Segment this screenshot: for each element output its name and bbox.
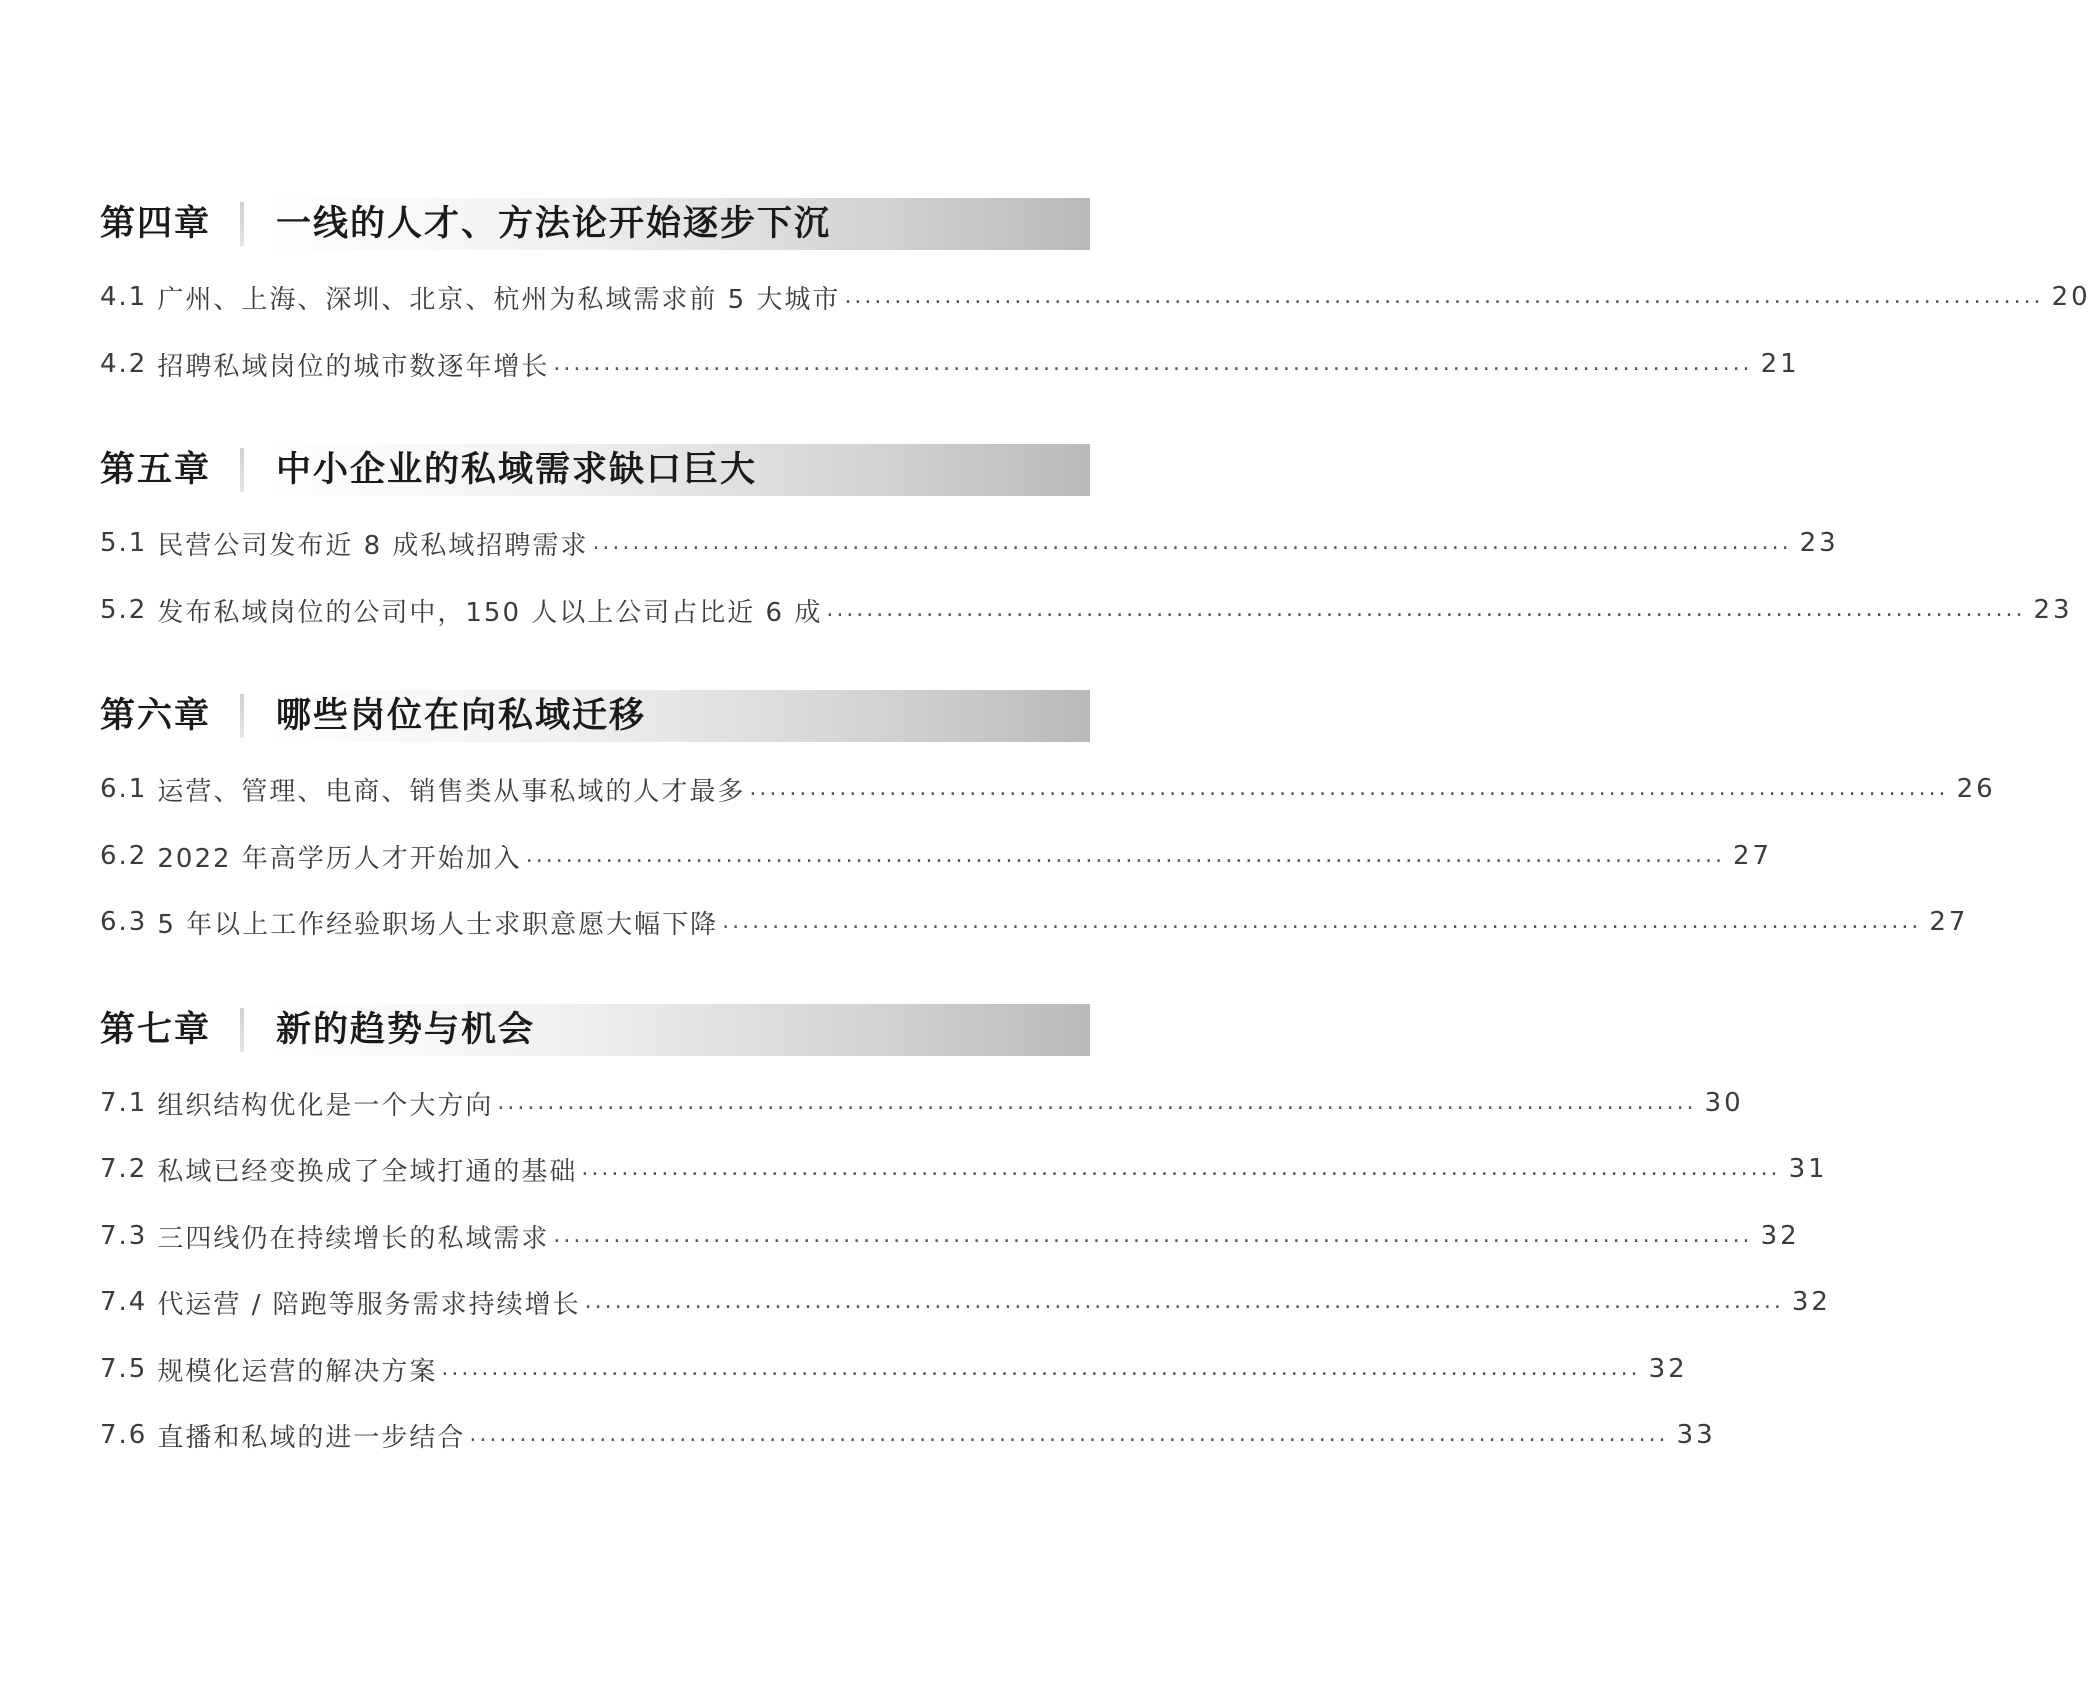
entry-title: 广州、上海、深圳、北京、杭州为私域需求前 5 大城市 bbox=[157, 284, 841, 315]
entry-page: 27 bbox=[1732, 841, 1773, 871]
toc-entry-7-3[interactable] bbox=[100, 1216, 1800, 1256]
entry-title: 直播和私域的进一步结合 bbox=[157, 1422, 466, 1453]
entry-page: 32 bbox=[1648, 1354, 1688, 1384]
entry-title: 私域已经变换成了全域打通的基础 bbox=[157, 1156, 578, 1187]
entry-page: 23 bbox=[1799, 528, 1839, 558]
entry-page: 33 bbox=[1676, 1420, 1716, 1450]
dot-leader: ........................................................................................................................ bbox=[592, 530, 1792, 555]
chapter-title: 中小企业的私域需求缺口巨大 bbox=[276, 450, 758, 490]
entry-number: 5.2 bbox=[100, 595, 148, 625]
dot-leader: ........................................................................................................................ bbox=[525, 843, 1725, 868]
entry-title: 5 年以上工作经验职场人士求职意愿大幅下降 bbox=[157, 909, 719, 940]
chapter-7-header bbox=[100, 1004, 1090, 1056]
entry-number: 7.6 bbox=[100, 1420, 148, 1450]
toc-entry-5-2[interactable] bbox=[100, 590, 2073, 630]
entry-title: 发布私域岗位的公司中，150 人以上公司占比近 6 成 bbox=[157, 597, 823, 628]
entry-number: 7.5 bbox=[100, 1354, 148, 1384]
entry-page: 30 bbox=[1704, 1088, 1744, 1118]
entry-number: 6.1 bbox=[100, 774, 148, 804]
entry-number: 7.2 bbox=[100, 1154, 148, 1184]
entry-title: 代运营 / 陪跑等服务需求持续增长 bbox=[157, 1289, 581, 1320]
chapter-label: 第四章 bbox=[100, 204, 212, 244]
toc-entry-7-5[interactable] bbox=[100, 1349, 1688, 1389]
chapter-5-header bbox=[100, 444, 1090, 496]
chapter-label: 第六章 bbox=[100, 696, 212, 736]
chapter-label: 第五章 bbox=[100, 450, 212, 490]
dot-leader: ........................................................................................................................ bbox=[469, 1422, 1669, 1447]
entry-title: 规模化运营的解决方案 bbox=[157, 1356, 438, 1387]
entry-number: 6.2 bbox=[100, 841, 148, 871]
dot-leader: ........................................................................................................................ bbox=[584, 1289, 1784, 1314]
chapter-separator bbox=[240, 202, 244, 246]
chapter-separator bbox=[240, 694, 244, 738]
dot-leader: ........................................................................................................................ bbox=[441, 1356, 1641, 1381]
toc-entry-6-3[interactable] bbox=[100, 902, 1969, 942]
entry-number: 6.3 bbox=[100, 907, 148, 937]
entry-page: 23 bbox=[2033, 595, 2073, 625]
dot-leader: ........................................................................................................................ bbox=[826, 597, 2026, 622]
toc-entry-7-2[interactable] bbox=[100, 1149, 1828, 1189]
entry-number: 4.1 bbox=[100, 282, 148, 312]
dot-leader: ........................................................................................................................ bbox=[497, 1090, 1697, 1115]
chapter-4-header bbox=[100, 198, 1090, 250]
toc-entry-6-2[interactable] bbox=[100, 836, 1773, 876]
entry-title: 招聘私域岗位的城市数逐年增长 bbox=[157, 351, 550, 382]
toc-entry-5-1[interactable] bbox=[100, 523, 1839, 563]
entry-page: 32 bbox=[1760, 1221, 1800, 1251]
entry-page: 32 bbox=[1791, 1287, 1831, 1317]
entry-number: 7.1 bbox=[100, 1088, 148, 1118]
chapter-title: 一线的人才、方法论开始逐步下沉 bbox=[276, 204, 832, 244]
chapter-title: 新的趋势与机会 bbox=[276, 1010, 536, 1050]
dot-leader: ........................................................................................................................ bbox=[749, 776, 1949, 801]
dot-leader: ........................................................................................................................ bbox=[581, 1156, 1781, 1181]
entry-number: 7.4 bbox=[100, 1287, 148, 1317]
entry-page: 31 bbox=[1788, 1154, 1828, 1184]
entry-title: 三四线仍在持续增长的私域需求 bbox=[157, 1223, 550, 1254]
chapter-label: 第七章 bbox=[100, 1010, 212, 1050]
entry-number: 7.3 bbox=[100, 1221, 148, 1251]
chapter-separator bbox=[240, 1008, 244, 1052]
dot-leader: ........................................................................................................................ bbox=[844, 284, 2044, 309]
entry-page: 21 bbox=[1760, 349, 1800, 379]
toc-entry-7-1[interactable] bbox=[100, 1083, 1744, 1123]
entry-title: 2022 年高学历人才开始加入 bbox=[157, 843, 522, 874]
chapter-separator bbox=[240, 448, 244, 492]
toc-entry-7-4[interactable] bbox=[100, 1282, 1831, 1322]
entry-page: 26 bbox=[1956, 774, 1996, 804]
toc-entry-7-6[interactable] bbox=[100, 1415, 1716, 1455]
entry-title: 运营、管理、电商、销售类从事私域的人才最多 bbox=[157, 776, 746, 807]
toc-entry-6-1[interactable] bbox=[100, 769, 1996, 809]
chapter-title: 哪些岗位在向私域迁移 bbox=[276, 696, 647, 736]
dot-leader: ........................................................................................................................ bbox=[553, 351, 1753, 376]
entry-number: 4.2 bbox=[100, 349, 148, 379]
dot-leader: ........................................................................................................................ bbox=[553, 1223, 1753, 1248]
entry-page: 20 bbox=[2051, 282, 2091, 312]
entry-title: 组织结构优化是一个大方向 bbox=[157, 1090, 494, 1121]
chapter-6-header bbox=[100, 690, 1090, 742]
entry-number: 5.1 bbox=[100, 528, 148, 558]
toc-entry-4-2[interactable] bbox=[100, 344, 1800, 384]
entry-title: 民营公司发布近 8 成私域招聘需求 bbox=[157, 530, 589, 561]
dot-leader: ........................................................................................................................ bbox=[722, 909, 1922, 934]
toc-entry-4-1[interactable] bbox=[100, 277, 2091, 317]
entry-page: 27 bbox=[1929, 907, 1969, 937]
